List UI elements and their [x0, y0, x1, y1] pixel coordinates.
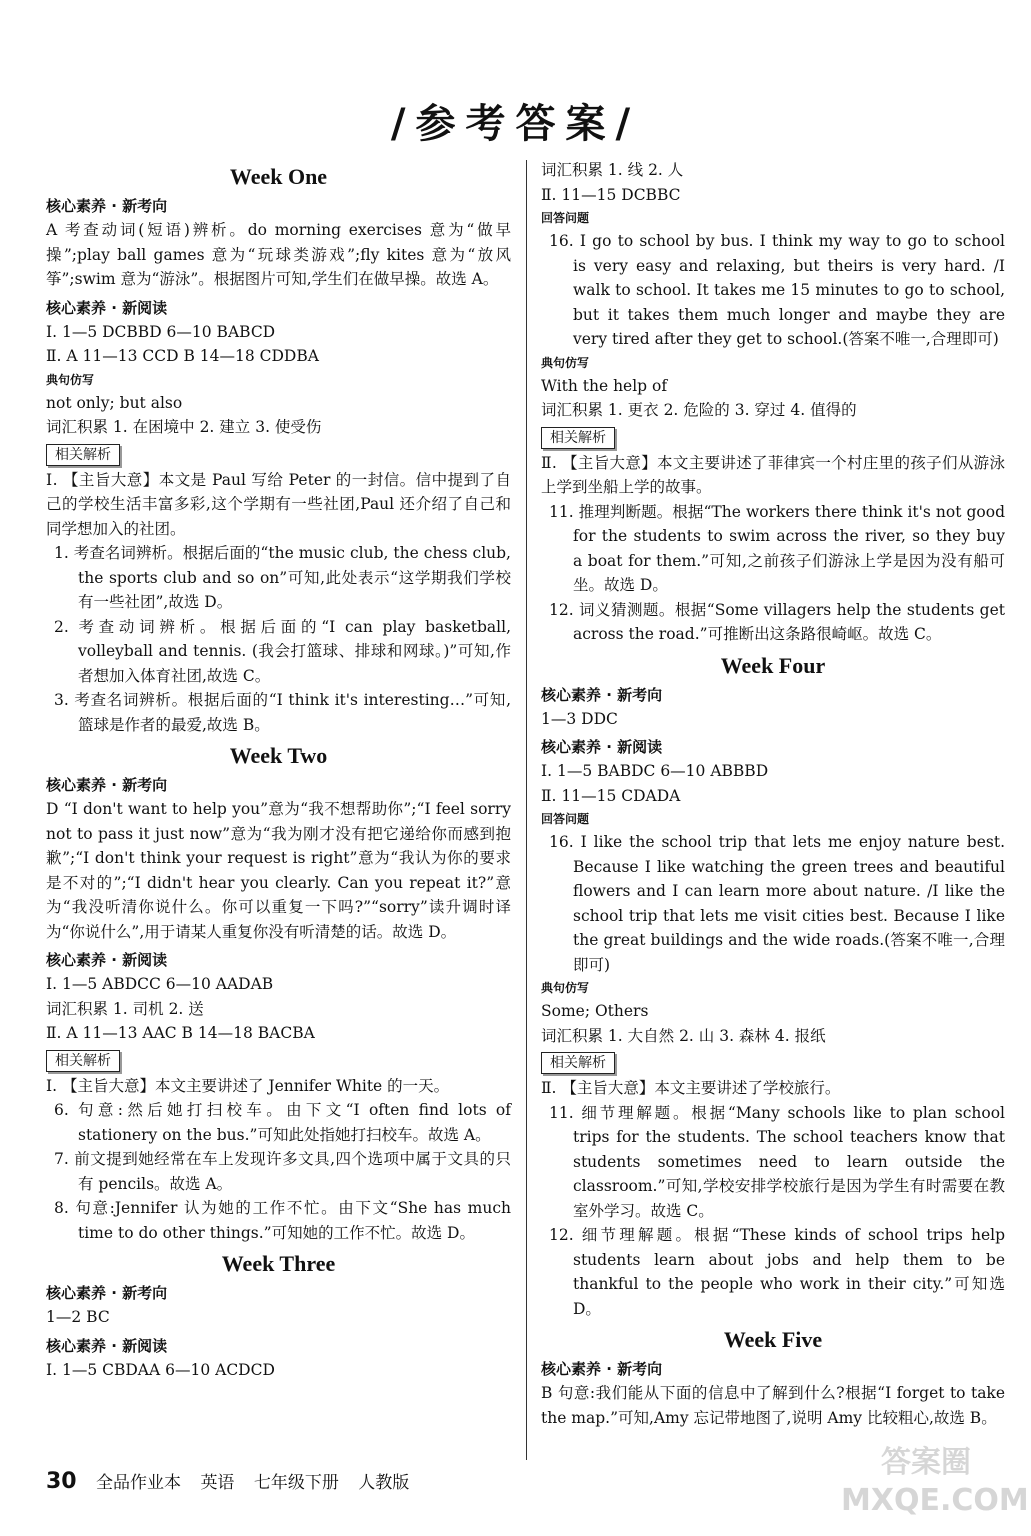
answer-line: Some; Others: [541, 1002, 649, 1020]
section-heading: 核心素养 · 新阅读: [46, 298, 168, 317]
sub-heading: 回答问题: [541, 211, 590, 225]
watermark-top: 答案圈: [881, 1445, 971, 1480]
paragraph: Ⅱ. 【主旨大意】本文主要讲述了菲律宾一个村庄里的孩子们从游泳上学到坐船上学的故事。: [541, 453, 1005, 496]
section-heading: 核心素养 · 新阅读: [541, 738, 663, 756]
answer-line: 词汇积累 1. 更衣 2. 危险的 3. 穿过 4. 值得的: [541, 401, 857, 419]
answer-line: 词汇积累 1. 司机 2. 送: [46, 999, 204, 1018]
answer-line: 词汇积累 1. 在困境中 2. 建立 3. 使受伤: [46, 418, 322, 436]
footer-edition: 人教版: [358, 1473, 410, 1493]
numbered-explanation: 6. 句意:然后她打扫校车。由下文“I often find lots of stationery on the bus.”可知此处指她打扫校车。故选 A。: [54, 1101, 511, 1144]
sub-heading: 典句仿写: [541, 981, 590, 995]
paragraph: B 句意:我们能从下面的信息中了解到什么?根据“I forget to take the map.”可知,Amy 忘记带地图了,说明 Amy 比较粗心,故选 B。: [541, 1384, 1005, 1427]
left-column: [46, 158, 511, 1382]
analysis-badge: 相关解析: [46, 1050, 120, 1072]
answer-line: Ⅱ. 11—15 DCBBC: [541, 185, 681, 204]
answer-line: not only; but also: [46, 393, 183, 412]
numbered-explanation: 11. 推理判断题。根据“The workers there think it's not good for the students to swim across the river, so they buy a boat for them.”可知,之前孩子们游泳上学是因为没有船可坐。故选 D。: [549, 502, 1005, 594]
section-heading: 核心素养 · 新考向: [541, 1360, 663, 1378]
paragraph: Ⅰ. 【主旨大意】本文是 Paul 写给 Peter 的一封信。信中提到了自己的学校生活丰富多彩,这个学期有一些社团,Paul 还介绍了自己和同学想加入的社团。: [46, 470, 511, 538]
answer-line: Ⅰ. 1—5 BABDC 6—10 ABBBD: [541, 762, 769, 780]
analysis-badge-row: [541, 1048, 1005, 1076]
numbered-explanation: 1. 考查名词辨析。根据后面的“the music club, the chess club, the sports club and so on”可知,此处表示“这学期我们学校有一些社团”,故选 D。: [54, 544, 511, 611]
answer-line: 1—2 BC: [46, 1308, 110, 1326]
analysis-badge-row: [46, 1046, 511, 1074]
answer-line: 词汇积累 1. 线 2. 人: [541, 161, 684, 179]
analysis-badge: 相关解析: [46, 444, 120, 466]
page-number: 30: [46, 1469, 77, 1494]
footer: [46, 1468, 423, 1494]
numbered-explanation: 12. 词义猜测题。根据“Some villagers help the students get across the road.”可推断出这条路很崎岖。故选 C。: [549, 600, 1005, 643]
section-heading: 核心素养 · 新考向: [541, 685, 663, 704]
numbered-explanation: 12. 细节理解题。根据“These kinds of school trips help students learn about jobs and help them to be thankful to the people who work in their city.”可知选 D。: [549, 1226, 1005, 1318]
answer-line: With the help of: [541, 376, 668, 395]
answer-line: 词汇积累 1. 大自然 2. 山 3. 森林 4. 报纸: [541, 1026, 826, 1045]
analysis-badge: 相关解析: [541, 427, 615, 449]
answer-line: Ⅱ. 11—15 CDADA: [541, 786, 681, 805]
numbered-explanation: 16. I like the school trip that lets me enjoy nature best. Because I like watching the green trees and beautiful flowers and I can learn more about nature. /I like the school trip that lets me visit cities best. Because I like the great buildings and the wide roads.(答案不唯一,合理即可): [549, 833, 1005, 974]
answer-line: Ⅱ. A 11—13 AAC B 14—18 BACBA: [46, 1024, 315, 1042]
week-heading: Week Two: [229, 743, 328, 768]
answer-line: Ⅰ. 1—5 DCBBD 6—10 BABCD: [46, 322, 276, 341]
watermark-logo: [841, 1444, 1029, 1524]
sub-heading: 回答问题: [541, 812, 590, 826]
section-heading: 核心素养 · 新阅读: [46, 1336, 168, 1355]
sub-heading: 典句仿写: [46, 372, 95, 387]
week-heading: Week One: [229, 164, 328, 189]
answer-line: Ⅱ. A 11—13 CCD B 14—18 CDDBA: [46, 347, 319, 365]
right-column: [541, 158, 1005, 1430]
numbered-explanation: 16. I go to school by bus. I think my way to go to school is very easy and relaxing, but theirs is very hard. /I walk to school. It takes me 15 minutes to go to school, but it takes them much longer and maybe they are very tired after they get to school.(答案不唯一,合理即可): [549, 232, 1005, 348]
watermark-bottom: MXQE.COM: [841, 1483, 1029, 1518]
paragraph: Ⅱ. 【主旨大意】本文主要讲述了学校旅行。: [541, 1079, 841, 1097]
week-heading: Week Five: [723, 1327, 823, 1352]
section-heading: 核心素养 · 新考向: [46, 197, 168, 215]
column-divider: [526, 160, 527, 1460]
section-heading: 核心素养 · 新考向: [46, 776, 168, 794]
page-title: /参考答案/: [390, 101, 641, 147]
week-heading: Week Four: [720, 652, 826, 678]
answer-line: 1—3 DDC: [541, 709, 618, 728]
footer-subject: 英语: [200, 1473, 235, 1493]
section-heading: 核心素养 · 新考向: [46, 1284, 168, 1302]
analysis-badge-row: [541, 423, 1005, 451]
footer-grade: 七年级下册: [253, 1473, 339, 1493]
answer-line: Ⅰ. 1—5 ABDCC 6—10 AADAB: [46, 975, 274, 993]
sub-heading: 典句仿写: [541, 355, 590, 370]
paragraph: Ⅰ. 【主旨大意】本文主要讲述了 Jennifer White 的一天。: [46, 1076, 450, 1095]
paragraph: D “I don't want to help you”意为“我不想帮助你”;“I feel sorry not to pass it just now”意为“我为刚才没有把它递给你而感到抱歉”;“I don't think your request is right”意为“我认为你的要求是不对的”;“I didn't hear you clearly. Can you repeat it?”意为“我没听清你说什么。你可以重复一下吗?”“sorry”读升调时译为“你说什么”,用于请某人重复你没有听清楚的话。故选 D。: [46, 800, 511, 941]
week-heading: Week Three: [221, 1251, 336, 1276]
section-heading: 核心素养 · 新阅读: [46, 951, 168, 969]
analysis-badge-row: [46, 440, 511, 468]
footer-book: 全品作业本: [96, 1473, 182, 1493]
numbered-explanation: 11. 细节理解题。根据“Many schools like to plan school trips for the students. The school teachers know that students sometimes need to learn outside the classroom.”可知,学校安排学校旅行是因为学生有时需要在教室外学习。故选 C。: [549, 1103, 1005, 1220]
paragraph: A 考查动词(短语)辨析。do morning exercises 意为“做早操”;play ball games 意为“玩球类游戏”;fly kites 意为“放风筝”;swim 意为“游泳”。根据图片可知,学生们在做早操。故选 A。: [46, 221, 511, 288]
analysis-badge: 相关解析: [541, 1052, 615, 1074]
answer-line: Ⅰ. 1—5 CBDAA 6—10 ACDCD: [46, 1360, 275, 1379]
numbered-explanation: 3. 考查名词辨析。根据后面的“I think it's interesting…”可知,篮球是作者的最爱,故选 B。: [54, 691, 511, 734]
numbered-explanation: 8. 句意:Jennifer 认为她的工作不忙。由下文“She has much time to do other things.”可知她的工作不忙。故选 D。: [54, 1199, 511, 1242]
numbered-explanation: 7. 前文提到她经常在车上发现许多文具,四个选项中属于文具的只有 pencils。故选 A。: [54, 1150, 511, 1193]
numbered-explanation: 2. 考查动词辨析。根据后面的“I can play basketball, volleyball and tennis. (我会打篮球、排球和网球。)”可知,作者想加入体育社团,故选 C。: [54, 617, 511, 685]
